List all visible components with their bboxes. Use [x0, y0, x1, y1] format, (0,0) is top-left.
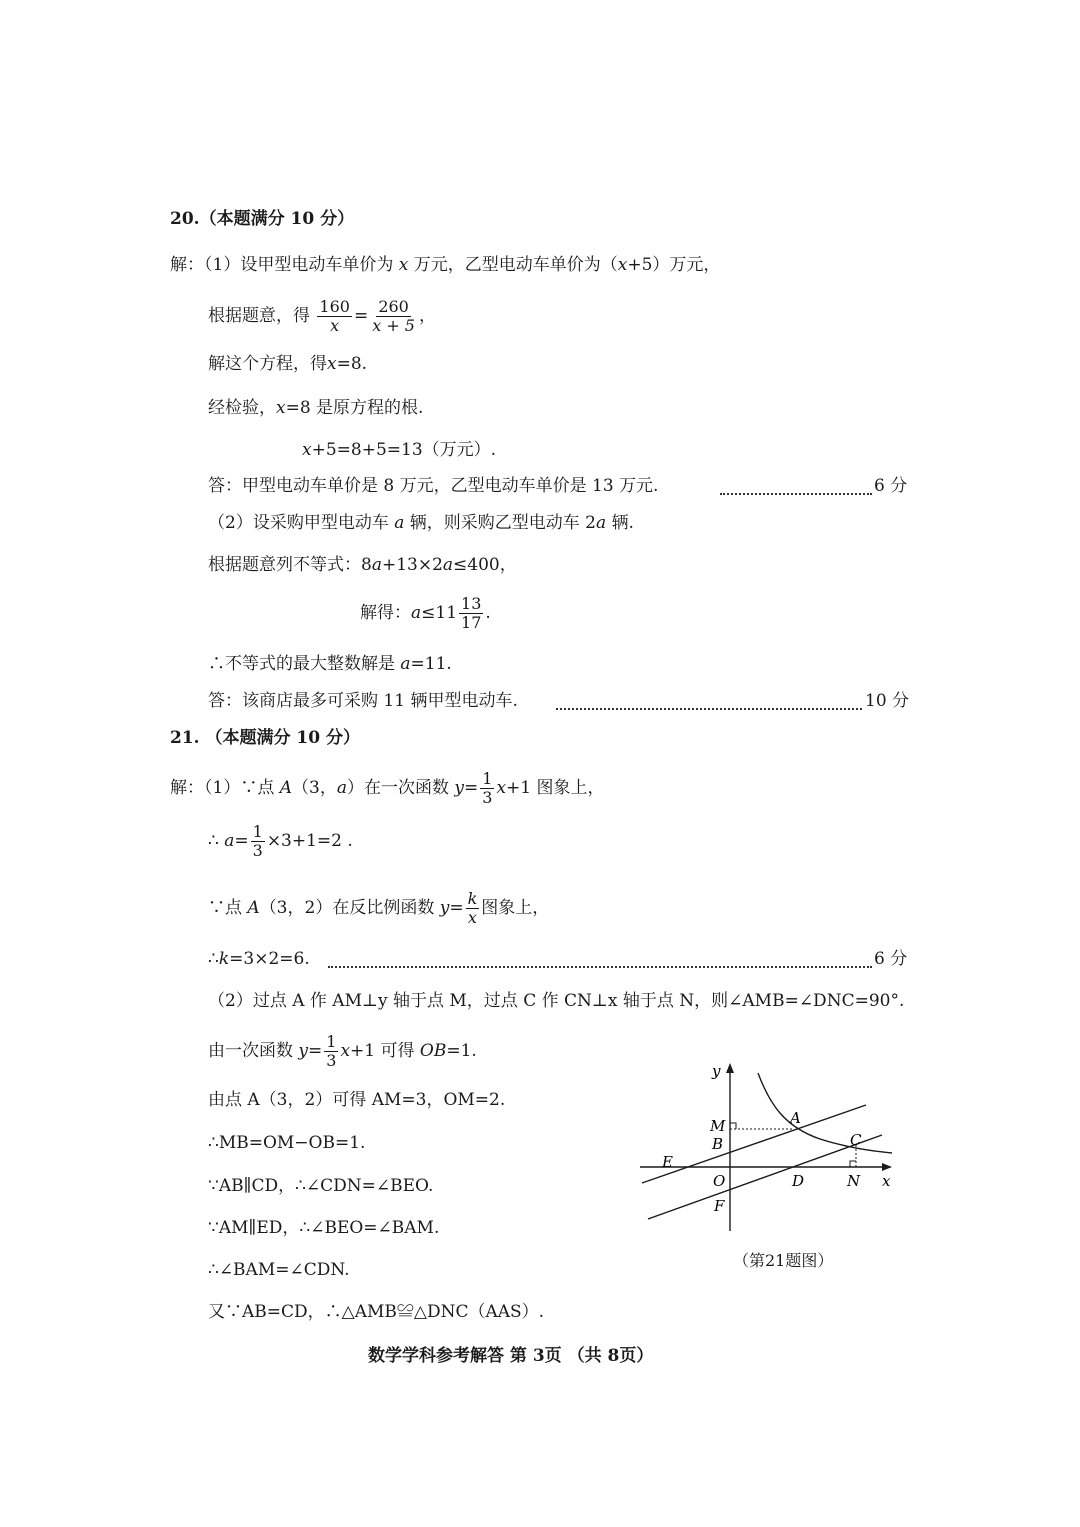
q21-l6-frac — [324, 1033, 338, 1070]
q20-l3-var: x — [327, 354, 337, 374]
q21-l1-a2: a — [336, 778, 347, 798]
q20-sol-b: ≤11 — [421, 603, 458, 623]
q21-l6-y: y — [298, 1041, 309, 1061]
q20-line-4 — [208, 396, 423, 420]
q20-l1-var: x — [398, 255, 409, 275]
q20-ineq-b: +13×2 — [381, 555, 443, 575]
q20-sol-var: a — [411, 603, 422, 623]
q20-title: 20.（本题满分 10 分） — [170, 209, 355, 229]
q20-line-3 — [208, 352, 367, 376]
score-leader-dots — [556, 708, 862, 710]
q20-eq-prefix: 根据题意，得 — [208, 306, 310, 326]
q21-l1-A: A — [279, 778, 293, 798]
q20-p2-text-c: 辆. — [611, 513, 634, 533]
q20-l1-var-c: x — [617, 255, 628, 275]
label-A: A — [790, 1109, 801, 1127]
q20-p2-text-a: （2）设采购甲型电动车 — [208, 513, 389, 533]
q21-l6-eq: = — [308, 1041, 323, 1061]
q21-l4-b: =3×2=6. — [229, 949, 310, 969]
q21-part-2: （2）过点 A 作 AM⊥y 轴于点 M，过点 C 作 CN⊥x 轴于点 N，则∠AMB=∠DNC=90°. — [208, 991, 905, 1011]
label-x: x — [882, 1172, 891, 1190]
label-D: D — [792, 1172, 805, 1190]
q20-sol-num: 13 — [461, 594, 482, 613]
q21-l2-num: 1 — [252, 822, 263, 841]
q21-l6-b: +1 可得 — [350, 1041, 415, 1061]
q21-title: 21. （本题满分 10 分） — [170, 728, 360, 748]
q20-l1-text: 解：（1）设甲型电动车单价为 — [170, 255, 394, 275]
q21-l2-frac — [251, 823, 265, 860]
q20-sol-a: 解得： — [360, 603, 411, 623]
q21-l1-frac — [480, 770, 494, 807]
score-leader-dots — [720, 493, 872, 495]
q20-max-solution — [208, 652, 452, 676]
q20-line-5 — [302, 438, 496, 462]
q21-l4-a: ∴ — [208, 949, 219, 969]
q20-l4-end: =8 是原方程的根. — [285, 398, 424, 418]
line-eba — [642, 1105, 866, 1183]
q21-l4-k: k — [218, 949, 230, 969]
q20-equation — [208, 296, 436, 336]
q20-max-var: a — [400, 654, 411, 674]
q21-line-10: ∵AM∥ED，∴∠BEO=∠BAM. — [208, 1218, 440, 1238]
q20-max-b: =11. — [410, 654, 452, 674]
q21-l3-den: x — [467, 908, 477, 927]
q21-l1-eq: = — [464, 778, 479, 798]
q20-ineq-a: 根据题意列不等式：8 — [208, 555, 372, 575]
q21-line-3 — [208, 888, 549, 928]
q21-l2-den: 3 — [252, 841, 263, 860]
q20-score-1: 6 分 — [874, 476, 908, 496]
q20-frac1-den: x — [330, 316, 340, 335]
q21-l3-y: y — [439, 898, 450, 918]
q20-frac2-num: 260 — [378, 297, 409, 316]
q20-ineq-var2: a — [442, 555, 454, 575]
label-F: F — [714, 1197, 725, 1215]
q21-line-1 — [170, 768, 605, 808]
q21-l1-den: 3 — [482, 788, 493, 807]
q21-line-2 — [208, 821, 353, 861]
hyperbola-curve — [758, 1073, 892, 1153]
right-angle-n — [850, 1161, 856, 1167]
q21-l1-y: y — [454, 778, 464, 798]
q21-l2-b: ×3+1=2 . — [266, 831, 353, 851]
q21-line-11: ∴∠BAM=∠CDN. — [208, 1260, 350, 1280]
q21-l1-c: ）在一次函数 — [346, 778, 449, 798]
x-axis-arrow — [882, 1163, 892, 1171]
q20-l3-end: =8. — [336, 354, 368, 374]
q20-p2-var: a — [394, 513, 405, 533]
q20-l3-text: 解这个方程，得 — [208, 354, 327, 374]
q20-l1-text-d: +5）万元， — [627, 255, 721, 275]
q21-l1-num: 1 — [482, 769, 493, 788]
q21-line-8: ∴MB=OM−OB=1. — [208, 1133, 366, 1153]
y-axis-arrow — [726, 1063, 734, 1073]
q21-l2-eq: = — [234, 831, 249, 851]
q20-ineq-var: a — [371, 555, 382, 575]
score-leader-dots — [328, 966, 872, 968]
q20-ineq-c: ≤400， — [453, 555, 517, 575]
q21-line-6 — [208, 1031, 477, 1071]
q21-l6-ob: OB — [419, 1041, 447, 1061]
q20-line-1 — [170, 253, 720, 277]
page-footer: 数学学科参考解答 第 3页 （共 8页） — [368, 1346, 654, 1366]
q21-l3-eq: = — [449, 898, 464, 918]
q20-eq-suffix: ， — [418, 306, 436, 326]
q21-l6-num: 1 — [326, 1032, 337, 1051]
q21-line-12: 又∵AB=CD，∴△AMB≌△DNC（AAS）. — [208, 1302, 545, 1322]
q20-max-a: ∴不等式的最大整数解是 — [208, 654, 395, 674]
q20-sol-den: 17 — [461, 613, 482, 632]
q21-l3-num: k — [467, 889, 478, 908]
q20-l5-var: x — [302, 440, 312, 460]
q21-l3-a: ∵点 — [208, 898, 242, 918]
q21-l2-a: ∴ — [208, 831, 219, 851]
q20-p2-text-b: 辆，则采购乙型电动车 2 — [409, 513, 597, 533]
q20-frac-2 — [370, 298, 417, 335]
q21-l6-c: =1. — [446, 1041, 477, 1061]
q20-frac2-den: x + 5 — [372, 316, 415, 335]
q21-figure — [630, 1055, 910, 1235]
q20-part-2 — [208, 511, 634, 535]
q21-l6-den: 3 — [326, 1051, 337, 1070]
q21-l1-e: +1 图象上， — [506, 778, 605, 798]
label-y: y — [712, 1062, 721, 1080]
q21-line-4 — [208, 947, 310, 971]
label-N: N — [847, 1172, 861, 1190]
q21-l2-var: a — [224, 831, 235, 851]
label-E: E — [662, 1153, 673, 1171]
q20-answer-1: 答：甲型电动车单价是 8 万元，乙型电动车单价是 13 万元. — [208, 476, 659, 496]
q20-l4-var: x — [276, 398, 286, 418]
label-O: O — [713, 1172, 726, 1190]
q20-sol-frac — [459, 595, 483, 632]
q20-eq-sign: = — [353, 306, 369, 326]
q21-l1-a: 解：（1）∵点 — [170, 778, 275, 798]
q20-solution — [360, 593, 491, 633]
q20-score-2: 10 分 — [865, 691, 910, 711]
q20-l1-text-b: 万元，乙型电动车单价为（ — [413, 255, 618, 275]
q21-l6-a: 由一次函数 — [208, 1041, 293, 1061]
q20-l5-end: +5=8+5=13（万元）. — [311, 440, 497, 460]
q21-l3-A: A — [247, 898, 260, 918]
right-angle-m — [730, 1123, 736, 1129]
q21-l3-c: 图象上， — [481, 898, 550, 918]
q21-l6-x: x — [340, 1041, 351, 1061]
label-B: B — [712, 1135, 724, 1153]
q21-line-7: 由点 A（3，2）可得 AM=3，OM=2. — [208, 1090, 506, 1110]
q21-l3-b: （3，2）在反比例函数 — [259, 898, 435, 918]
q20-frac-1 — [317, 298, 352, 335]
q20-sol-end: . — [485, 603, 491, 623]
label-M: M — [710, 1117, 726, 1135]
q21-l1-b: （3， — [292, 778, 337, 798]
q20-l4-text: 经检验， — [208, 398, 276, 418]
q21-l1-x: x — [496, 778, 507, 798]
label-C: C — [850, 1131, 862, 1149]
q20-inequality — [208, 553, 517, 577]
figure-caption: （第21题图） — [733, 1251, 834, 1270]
q21-line-9: ∵AB∥CD，∴∠CDN=∠BEO. — [208, 1176, 434, 1196]
q21-l3-frac — [466, 890, 480, 927]
q21-score-1: 6 分 — [874, 949, 908, 969]
q20-frac1-num: 160 — [319, 297, 350, 316]
q20-answer-2: 答：该商店最多可采购 11 辆甲型电动车. — [208, 691, 518, 711]
q20-p2-var2: a — [596, 513, 607, 533]
